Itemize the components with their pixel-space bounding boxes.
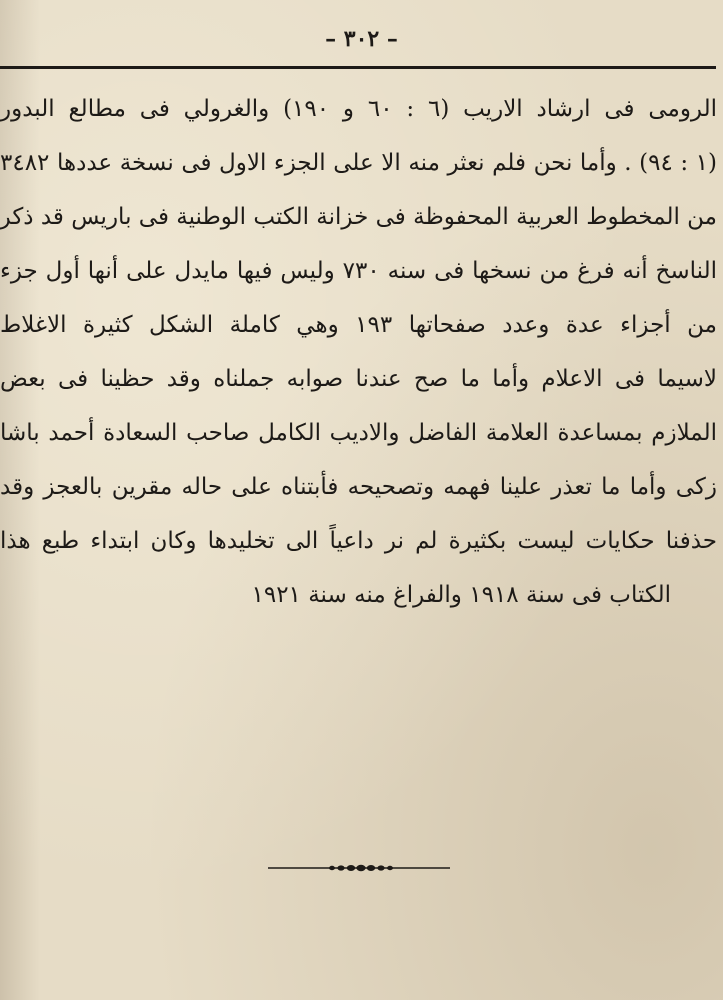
- page-number: – ٣٠٢ –: [325, 26, 398, 52]
- text-line: من أجزاء عدة وعدد صفحاتها ١٩٣ وهي كاملة الشكل كثيرة الاغلاط: [0, 312, 717, 338]
- text-line: زكى وأما ما تعذر علينا فهمه وتصحيحه فأبتناه على حاله مقرين بالعجز وقد: [0, 474, 717, 500]
- text-line: الناسخ أنه فرغ من نسخها فى سنه ٧٣٠ وليس فيها مايدل على أنها أول جزء: [0, 258, 717, 284]
- body-text: [0, 82, 723, 622]
- text-line: لاسيما فى الاعلام وأما ما صح عندنا صوابه جملناه وقد حظينا فى بعض: [0, 366, 717, 392]
- text-line: من المخطوط العربية المحفوظة فى خزانة الكتب الوطنية فى باريس قد ذكر: [0, 204, 717, 230]
- text-line: (١ : ٩٤) . وأما نحن فلم نعثر منه الا على الجزء الاول فى نسخة عددها ٣٤٨٢: [0, 150, 717, 176]
- text-line: حذفنا حكايات ليست بكثيرة لم نر داعياً الى تخليدها وكان ابتداء طبع هذا: [0, 528, 717, 554]
- text-line: الكتاب فى سنة ١٩١٨ والفراغ منه سنة ١٩٢١: [251, 582, 671, 608]
- header-rule: [0, 66, 716, 69]
- end-ornament: [268, 858, 450, 878]
- text-line: الملازم بمساعدة العلامة الفاضل والاديب الكامل صاحب السعادة أحمد باشا: [0, 420, 717, 446]
- text-line: الرومى فى ارشاد الاريب (٦ : ٦٠ و ١٩٠) والغرولي فى مطالع البدور: [0, 96, 718, 122]
